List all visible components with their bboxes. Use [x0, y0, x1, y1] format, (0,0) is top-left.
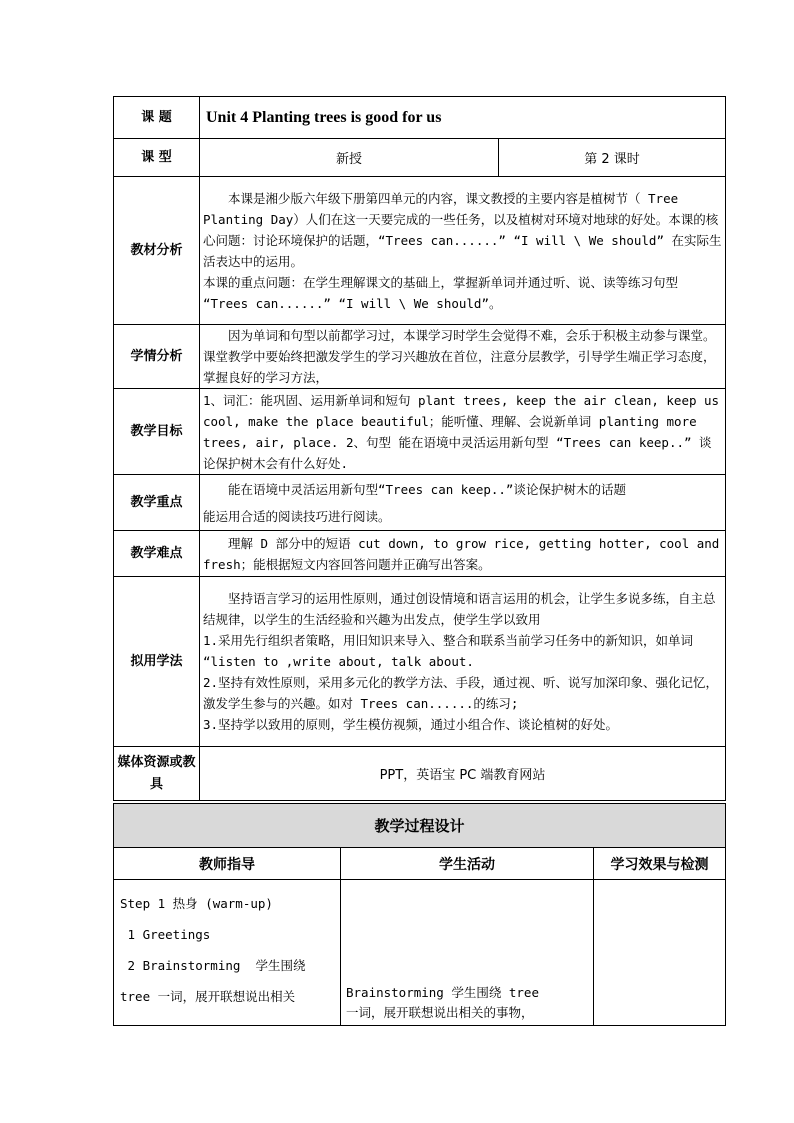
- keypoints-label: 教学重点: [114, 475, 200, 531]
- col-header-effect: 学习效果与检测: [594, 848, 726, 880]
- objectives-label: 教学目标: [114, 389, 200, 475]
- difficulty-label: 教学难点: [114, 531, 200, 577]
- methods-p3: 2.坚持有效性原则，采用多元化的教学方法、手段，通过视、听、说写加深印象、强化记忆，激发学生参与的兴趣。如对 Trees can......的练习;: [203, 675, 719, 711]
- difficulty-text: 理解 D 部分中的短语 cut down, to grow rice, getting hotter, cool and fresh；能根据短文内容回答问题并正确写出答案。: [203, 535, 720, 572]
- media: PPT，英语宝 PC 端教育网站: [200, 747, 726, 801]
- keypoints: [200, 475, 726, 531]
- material-analysis: [200, 177, 726, 325]
- objectives-text: 1、词汇：能巩固、运用新单词和短句 plant trees, keep the air clean, keep us cool, make the place beautiful；能听懂、理解、会说新单词 planting more trees, air, place. 2、句型 能在语境中灵活运用新句型 “Trees can keep..” 谈论保护树木会有什么好处.: [203, 392, 720, 471]
- media-label-text: 媒体资源或教具: [117, 754, 196, 792]
- col-header-teacher: 教师指导: [114, 848, 341, 880]
- process-table: [113, 803, 726, 1026]
- methods: [200, 577, 726, 747]
- teacher-guidance-cell: [114, 880, 341, 1026]
- teacher-line: Step 1 热身 (warm-up): [120, 896, 273, 911]
- methods-p2: 1.采用先行组织者策略，用旧知识来导入、整合和联系当前学习任务中的新知识，如单词 “listen to ,write about, talk about.: [203, 633, 694, 669]
- lesson-info-table: [113, 96, 726, 801]
- material-analysis-p1: 本课是湘少版六年级下册第四单元的内容，课文教授的主要内容是植树节（ Tree Planting Day）人们在这一天要完成的一些任务，以及植树对环境对地球的好处。本课的核心问题：讨论环境保护的话题，“Trees can......” “I will \ We should” 在实际生活表达中的运用。: [203, 190, 722, 269]
- period: 第 2 课时: [499, 139, 726, 177]
- student-line: 一词，展开联想说出相关的事物，: [346, 1005, 534, 1020]
- student-line: Brainstorming 学生围绕 tree: [346, 985, 539, 1000]
- learner-analysis-label: 学情分析: [114, 325, 200, 389]
- course-title-label: 课 题: [114, 97, 200, 139]
- teacher-line: 2 Brainstorming 学生围绕: [120, 958, 306, 973]
- student-activity-cell: [341, 880, 594, 1026]
- lesson-type-label: 课 型: [114, 139, 200, 177]
- keypoints-p1: 能在语境中灵活运用新句型“Trees can keep..”谈论保护树木的话题: [228, 481, 626, 497]
- effect-cell: [594, 880, 726, 1026]
- course-title: Unit 4 Planting trees is good for us: [200, 97, 726, 139]
- methods-p1: 坚持语言学习的运用性原则，通过创设情境和语言运用的机会，让学生多说多练，自主总结规律，以学生的生活经验和兴趣为出发点，使学生学以致用: [203, 591, 716, 627]
- material-analysis-p2: 本课的重点问题：在学生理解课文的基础上，掌握新单词并通过听、说、读等练习句型 “Trees can......” “I will \ We should”。: [203, 274, 679, 311]
- methods-p4: 3.坚持学以致用的原则，学生模仿视频，通过小组合作、谈论植树的好处。: [203, 717, 619, 732]
- teacher-line: 1 Greetings: [120, 927, 211, 942]
- lesson-type: 新授: [200, 139, 499, 177]
- methods-label: 拟用学法: [114, 577, 200, 747]
- teacher-line: tree 一词，展开联想说出相关: [120, 989, 296, 1004]
- keypoints-p2: 能运用合适的阅读技巧进行阅读。: [203, 508, 391, 524]
- difficulty: [200, 531, 726, 577]
- material-analysis-label: 教材分析: [114, 177, 200, 325]
- learner-analysis-text: 因为单词和句型以前都学习过，本课学习时学生会觉得不难，会乐于积极主动参与课堂。课堂教学中要始终把激发学生的学习兴趣放在首位，注意分层教学，引导学生端正学习态度，掌握良好的学习方法，: [203, 328, 716, 385]
- objectives: [200, 389, 726, 475]
- media-label: [114, 747, 200, 801]
- learner-analysis: [200, 325, 726, 389]
- col-header-student: 学生活动: [341, 848, 594, 880]
- process-band-title: 教学过程设计: [114, 804, 726, 848]
